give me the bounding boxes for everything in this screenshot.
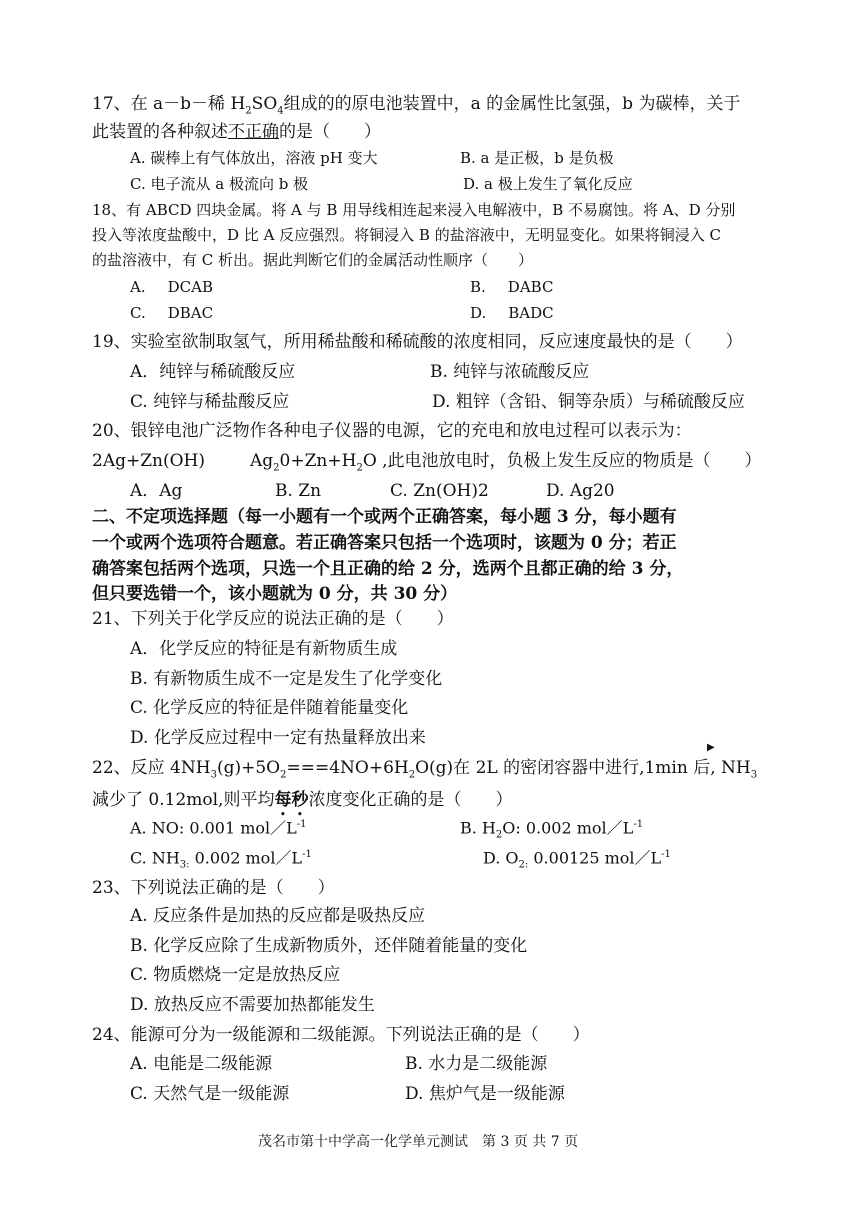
q24-option-b: B. 水力是二级能源 [405,1054,548,1074]
q18-option-c: C. DBAC [130,304,214,322]
q24-option-d: D. 焦炉气是一级能源 [405,1084,565,1104]
q19-option-a: A．纯锌与稀硫酸反应 [130,362,296,382]
q17-stem-line1: 17、在 a－b－稀 $H_2SO_4$组成的的原电池装置中，a 的金属性比氢强，b 为碳棒，关于 [92,94,741,117]
q23-stem: 23、下列说法正确的是（ ） [92,878,335,898]
section2-heading-line1: 二、不定项选择题（每一小题有一个或两个正确答案，每小题 3 分，每小题有 [92,507,677,527]
q18-stem-line3: 的盐溶液中，有 C 析出。据此判断它们的金属活动性顺序（ ） [92,251,534,269]
q17-option-a: A. 碳棒上有气体放出，溶液 pH 变大 [130,149,378,167]
q18-option-d: D. BADC [470,304,554,322]
q20-equation-right: $Ag_20+Zn+H_2O$ ,此电池放电时，负极上发生反应的物质是（ ） [250,451,762,474]
q18-stem-line1: 18、有 ABCD 四块金属。将 A 与 B 用导线相连起来浸入电解液中，B 不易腐蚀。将 A、D 分别 [92,201,736,219]
q24-option-c: C. 天然气是一级能源 [130,1084,290,1104]
q22-emphasized-text: 每秒 [274,790,309,810]
q23-option-b: B. 化学反应除了生成新物质外，还伴随着能量的变化 [130,936,528,956]
q19-option-d: D. 粗锌（含铅、铜等杂质）与稀硫酸反应 [432,392,745,412]
q23-option-a: A. 反应条件是加热的反应都是吸热反应 [130,906,426,926]
section2-heading-line2: 一个或两个选项符合题意。若正确答案只包括一个选项时，该题为 0 分；若正 [92,533,677,553]
q18-stem-line2: 投入等浓度盐酸中，D 比 A 反应强烈。将铜浸入 B 的盐溶液中，无明显变化。如果将铜浸入 C [92,226,721,244]
q17-underlined-text: 不正确 [228,122,279,142]
arrow-mark-icon: ▶ [707,742,715,753]
q20-equation-left: 2Ag+Zn(OH) [92,451,206,471]
q22-stem-line2: 减少了 0.12mol,则平均每秒浓度变化正确的是（ ） [92,790,513,810]
q20-option-a: A．Ag [130,481,183,501]
q17-option-b: B. a 是正极，b 是负极 [460,149,614,167]
q21-stem: 21、下列关于化学反应的说法正确的是（ ） [92,609,454,629]
q19-stem: 19、实验室欲制取氢气，所用稀盐酸和稀硫酸的浓度相同，反应速度最快的是（ ） [92,332,743,352]
q17-stem-line2: 此装置的各种叙述不正确的是（ ） [92,122,381,142]
q22-stem-line1: 22、反应 $4NH_3(g)+5O_2===4NO+6H_2O(g)$在 2L 的密闭容器中进行,1min 后, $NH_3$ [92,758,758,781]
q18-option-b: B. DABC [470,278,554,296]
page-footer: 茂名市第十中学高一化学单元测试 第 3 页 共 7 页 [258,1134,579,1150]
q22-option-b: B. $H_2O$: 0.002 $mol/L^{-1}$ [460,818,644,841]
q20-option-c: C. Zn(OH)2 [390,481,489,501]
q21-option-a: A．化学反应的特征是有新物质生成 [130,639,398,659]
q17-option-d: D. a 极上发生了氧化反应 [463,175,633,193]
q20-stem: 20、银锌电池广泛物作各种电子仪器的电源，它的充电和放电过程可以表示为： [92,421,692,441]
q20-option-d: D. Ag20 [546,481,615,501]
q21-option-b: B. 有新物质生成不一定是发生了化学变化 [130,669,443,689]
q20-option-b: B. Zn [275,481,322,501]
q22-option-c: C. $NH_{3:}$ 0.002 $mol/L^{-1}$ [130,848,312,871]
q23-option-d: D. 放热反应不需要加热都能发生 [130,995,375,1015]
q21-option-d: D. 化学反应过程中一定有热量释放出来 [130,728,426,748]
q22-option-a: A. NO: 0.001 $mol/L^{-1}$ [130,818,307,838]
q24-option-a: A. 电能是二级能源 [130,1054,273,1074]
q19-option-b: B. 纯锌与浓硫酸反应 [430,362,590,382]
section2-heading-line3: 确答案包括两个选项，只选一个且正确的给 2 分，选两个且都正确的给 3 分， [92,559,684,579]
q17-option-c: C. 电子流从 a 极流向 b 极 [130,175,309,193]
q22-option-d: D. $O_{2:}$ 0.00125 $mol/L^{-1}$ [483,848,671,871]
q23-option-c: C. 物质燃烧一定是放热反应 [130,965,341,985]
q19-option-c: C. 纯锌与稀盐酸反应 [130,392,290,412]
section2-heading-line4: 但只要选错一个，该小题就为 0 分，共 30 分） [92,584,458,604]
q21-option-c: C. 化学反应的特征是伴随着能量变化 [130,698,409,718]
q18-option-a: A. DCAB [130,278,213,296]
q24-stem: 24、能源可分为一级能源和二级能源。下列说法正确的是（ ） [92,1025,590,1045]
